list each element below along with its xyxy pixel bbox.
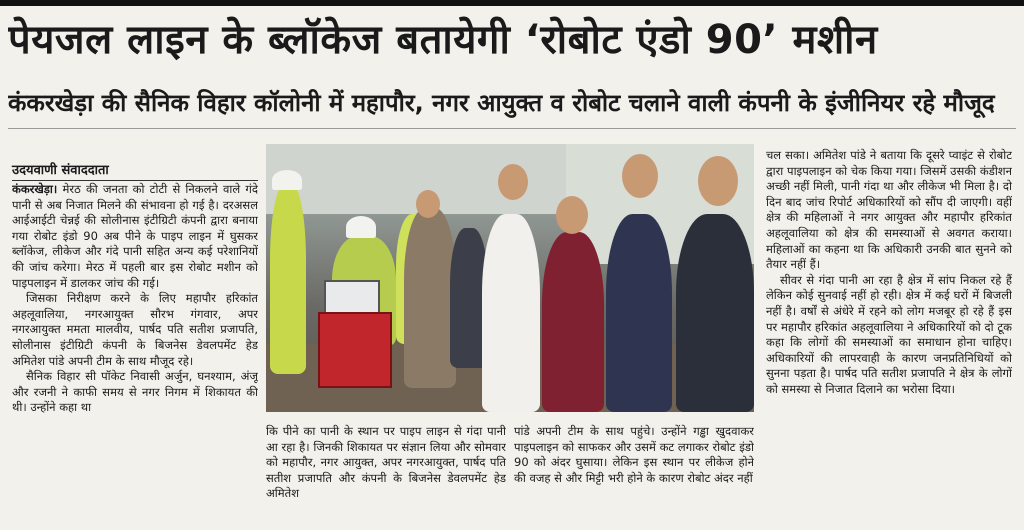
paragraph: पांडे अपनी टीम के साथ पहुंचे। उन्होंने गड्ढा खुदवाकर पाइपलाइन को साफकर और उसमें कट लगाकर रोबोट इंडो 90 को अंदर घुसाया। लेकिन इस स्थान पर लीकेज होने की वजह से और मिट्टी भरी होने के कारण रोबोट अंदर नहीं	[514, 424, 754, 485]
paragraph	[12, 182, 258, 291]
robot-machine	[318, 312, 392, 388]
person-head	[622, 154, 658, 198]
paragraph: चल सका। अमितेश पांडे ने बताया कि दूसरे प्वाइंट से रोबोट द्वारा पाइपलाइन को चेक किया गया। जिसमें उसकी कंडीशन अच्छी नहीं मिली, पानी गंदा था और लीकेज भी मिला है। दो दिन बाद जांच रिपोर्ट अधिकारियों को सौंप दी जाएगी। वहीं क्षेत्र की महिलाओं ने नगर आयुक्त और महापौर हरिकांत अहलूवालिया को क्षेत्र की समस्याओं से अवगत कराया। महिलाओं का कहना था कि अधिकारी उनकी बात सुनने को तैयार नहीं हैं।	[766, 148, 1012, 272]
person-figure	[676, 214, 754, 412]
divider	[8, 128, 1016, 129]
person-figure	[404, 208, 456, 388]
person-head	[416, 190, 440, 218]
top-rule	[0, 0, 1024, 6]
paragraph: सैनिक विहार सी पॉकेट निवासी अर्जुन, घनश्याम, अंजू और रजनी ने काफी समय से नगर निगम में शिकायत की थी। उन्होंने कहा था	[12, 369, 258, 415]
helmet	[346, 216, 376, 238]
article-column-3	[514, 424, 754, 524]
person-head	[698, 156, 738, 206]
laptop	[324, 280, 380, 316]
subheadline: कंकरखेड़ा की सैनिक विहार कॉलोनी में महापौर, नगर आयुक्त व रोबोट चलाने वाली कंपनी के इंजीनियर रहे मौजूद	[8, 89, 995, 117]
headline: पेयजल लाइन के ब्लॉकेज बतायेगी ‘रोबोट एंडो 90’ मशीन	[8, 17, 878, 63]
byline: उदयवाणी संवाददाता	[12, 160, 258, 181]
paragraph: जिसका निरीक्षण करने के लिए महापौर हरिकांत अहलूवालिया, नगरआयुक्त सौरभ गंगवार, अपर नगरआयुक्त ममता मालवीय, पार्षद पति सतीश प्रजापति, सोलीनास इंटीग्रिटी कंपनी के बिजनेस डेवलपमेंट हेड अमितेश पांडे अपनी टीम के साथ मौजूद रहे।	[12, 291, 258, 368]
paragraph: सीवर से गंदा पानी आ रहा है क्षेत्र में सांप निकल रहे हैं लेकिन कोई सुनवाई नहीं हो रही। क्षेत्र में कई घरों में बिजली नहीं है। वर्षों से अंधेरे में रहने को लोग मजबूर हो रहे हैं इस पर महापौर हरिकांत अहलूवालिया ने अधिकारियों को दो टूक कहा कि लोगों की समस्याओं का समाधान होना चाहिए। अधिकारियों की लापरवाही के कारण जनप्रतिनिधियों को सुनना पड़ता है। पार्षद पति सतीश प्रजापति ने क्षेत्र के लोगों को समस्या से निजात दिलाने का भरोसा दिया।	[766, 272, 1012, 396]
dateline: कंकरखेड़ा।	[12, 182, 58, 196]
person-head	[498, 164, 528, 200]
paragraph: कि पीने का पानी के स्थान पर पाइप लाइन से गंदा पानी आ रहा है। जिनकी शिकायत पर संज्ञान लिया और सोमवार को महापौर, नगर आयुक्त, अपर नगरआयुक्त, पार्षद पति सतीश प्रजापति और कंपनी के बिजनेस डेवलपमेंट हेड अमितेश	[266, 424, 506, 501]
person-figure	[542, 232, 604, 412]
paragraph-text: मेरठ की जनता को टोटी से निकलने वाले गंदे पानी से अब निजात मिलने की संभावना हो गई है। दरअसल आईआईटी चेन्नई की सोलीनास इंटीग्रिटी कंपनी द्वारा बनाया गया रोबोट इंडो 90 अब पीने के पाइप लाइन में घुसकर ब्लॉकेज, लीकेज और गंदे पानी सहित अन्य कई परेशानियों की जांच करेगा। मेरठ में पहली बार इस रोबोट मशीन को पाइपलाइन में डालकर जांच की गई।	[12, 182, 258, 290]
person-figure	[606, 214, 672, 412]
news-photo	[266, 144, 754, 412]
article-column-4	[766, 148, 1012, 524]
person-figure	[482, 214, 540, 412]
person-head	[556, 196, 588, 234]
article-column-1	[12, 182, 258, 522]
article-column-2	[266, 424, 506, 524]
person-figure	[270, 184, 306, 374]
helmet	[272, 170, 302, 190]
